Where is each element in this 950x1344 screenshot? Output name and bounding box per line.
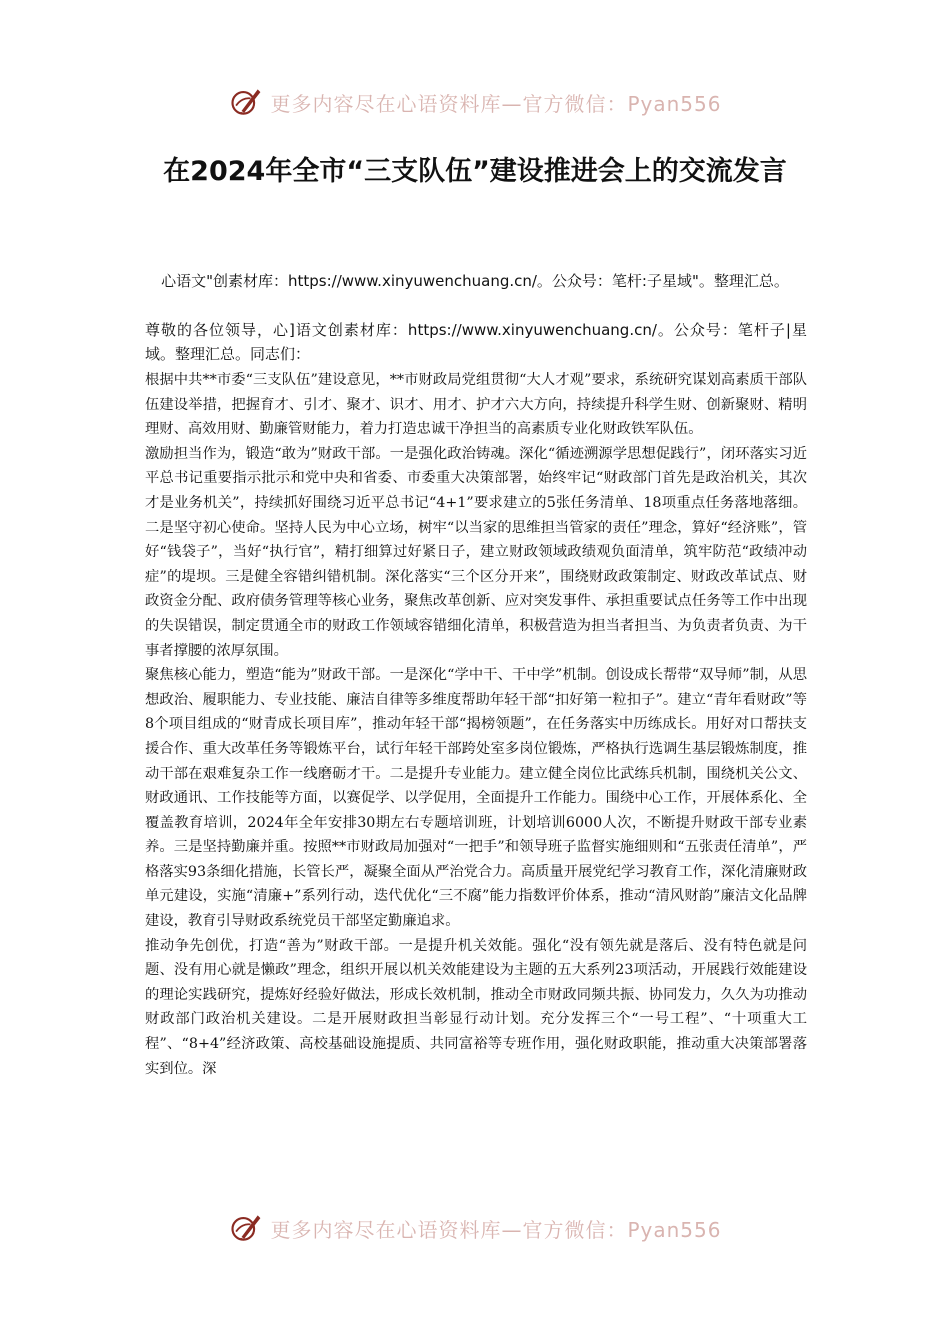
banner-text: 更多内容尽在心语资料库—官方微信：Pyan556 xyxy=(270,1217,722,1242)
document-title: 在2024年全市“三支队伍”建设推进会上的交流发言 xyxy=(163,156,787,187)
watermark-banner-bottom xyxy=(0,1206,950,1250)
banner-text: 更多内容尽在心语资料库—官方微信：Pyan556 xyxy=(270,91,722,116)
document-body xyxy=(145,318,807,1081)
paragraph-section-3: 推动争先创优，打造“善为”财政干部。一是提升机关效能。强化“没有领先就是落后、没有特色就是问题、没有用心就是懒政”理念，组织开展以机关效能建设为主题的五大系列23项活动，开展践行效能建设的理论实践研究，提炼好经验好做法，形成长效机制，推动全市财政同频共振、协同发力，久久为功推动财政部门政治机关建设。二是开展财政担当彰显行动计划。充分发挥三个“一号工程”、“十项重大工程”、“8+4”经济政策、高校基础设施提质、共同富裕等专班作用，强化财政职能，推动重大决策部署落实到位。深 xyxy=(145,937,807,1077)
greeting: 尊敬的各位领导，心]语文创素材库：https://www.xinyuwenchuang.cn/。公众号：笔杆子|星域。整理汇总。同志们： xyxy=(145,321,807,363)
paragraph-section-2: 聚焦核心能力，塑造“能为”财政干部。一是深化“学中干、干中学”机制。创设成长帮带“双导师”制，从思想政治、履职能力、专业技能、廉洁自律等多维度帮助年轻干部“扣好第一粒扣子”。建立“青年看财政”等8个项目组成的“财青成长项目库”，推动年轻干部“揭榜领题”，在任务落实中历练成长。用好对口帮扶支援合作、重大改革任务等锻炼平台，试行年轻干部跨处室多岗位锻炼，严格执行选调生基层锻炼制度，推动干部在艰难复杂工作一线磨砺才干。二是提升专业能力。建立健全岗位比武练兵机制，围绕机关公文、财政通讯、工作技能等方面，以赛促学、以学促用，全面提升工作能力。围绕中心工作，开展体系化、全覆盖教育培训，2024年全年安排30期左右专题培训班，计划培训6000人次，不断提升财政干部专业素养。三是坚持勤廉并重。按照**市财政局加强对“一把手”和领导班子监督实施细则和“五张责任清单”，严格落实93条细化措施，长管长严，凝聚全面从严治党合力。高质量开展党纪学习教育工作，深化清廉财政单元建设，实施“清廉+”系列行动，迭代优化“三不腐”能力指数评价体系，推动“清风财韵”廉洁文化品牌建设，教育引导财政系统党员干部坚定勤廉追求。 xyxy=(145,667,807,930)
paragraph-intro: 根据中共**市委“三支队伍”建设意见，**市财政局党组贯彻“大人才观”要求，系统研究谋划高素质干部队伍建设举措，把握育才、引才、聚才、识才、用才、护才六大方向，持续提升科学生财、创新聚财、精明理财、高效用财、勤廉管财能力，着力打造忠诚干净担当的高素质专业化财政铁军队伍。 xyxy=(145,372,807,438)
pen-logo-icon xyxy=(228,1210,264,1246)
pen-logo-icon xyxy=(228,84,264,120)
watermark-banner-top xyxy=(0,80,950,124)
paragraph-section-1: 激励担当作为，锻造“敢为”财政干部。一是强化政治铸魂。深化“循迹溯源学思想促践行”，闭环落实习近平总书记重要指示批示和党中央和省委、市委重大决策部署，始终牢记“财政部门首先是政治机关，其次才是业务机关”，持续抓好围绕习近平总书记“4+1”要求建立的5张任务清单、18项重点任务落地落细。二是坚守初心使命。坚持人民为中心立场，树牢“以当家的思维担当管家的责任”理念，算好“经济账”，管好“钱袋子”，当好“执行官”，精打细算过好紧日子，建立财政领域政绩观负面清单，筑牢防范“政绩冲动症”的堤坝。三是健全容错纠错机制。深化落实“三个区分开来”，围绕财政政策制定、财政改革试点、财政资金分配、政府债务管理等核心业务，聚焦改革创新、应对突发事件、承担重要试点任务等工作中出现的失误错误，制定贯通全市的财政工作领域容错细化清单，积极营造为担当者担当、为负责者负责、为干事者撑腰的浓厚氛围。 xyxy=(145,445,807,659)
source-note: 心语文"创素材库：https://www.xinyuwenchuang.cn/。公众号：笔杆:子星域"。整理汇总。 xyxy=(161,272,789,290)
